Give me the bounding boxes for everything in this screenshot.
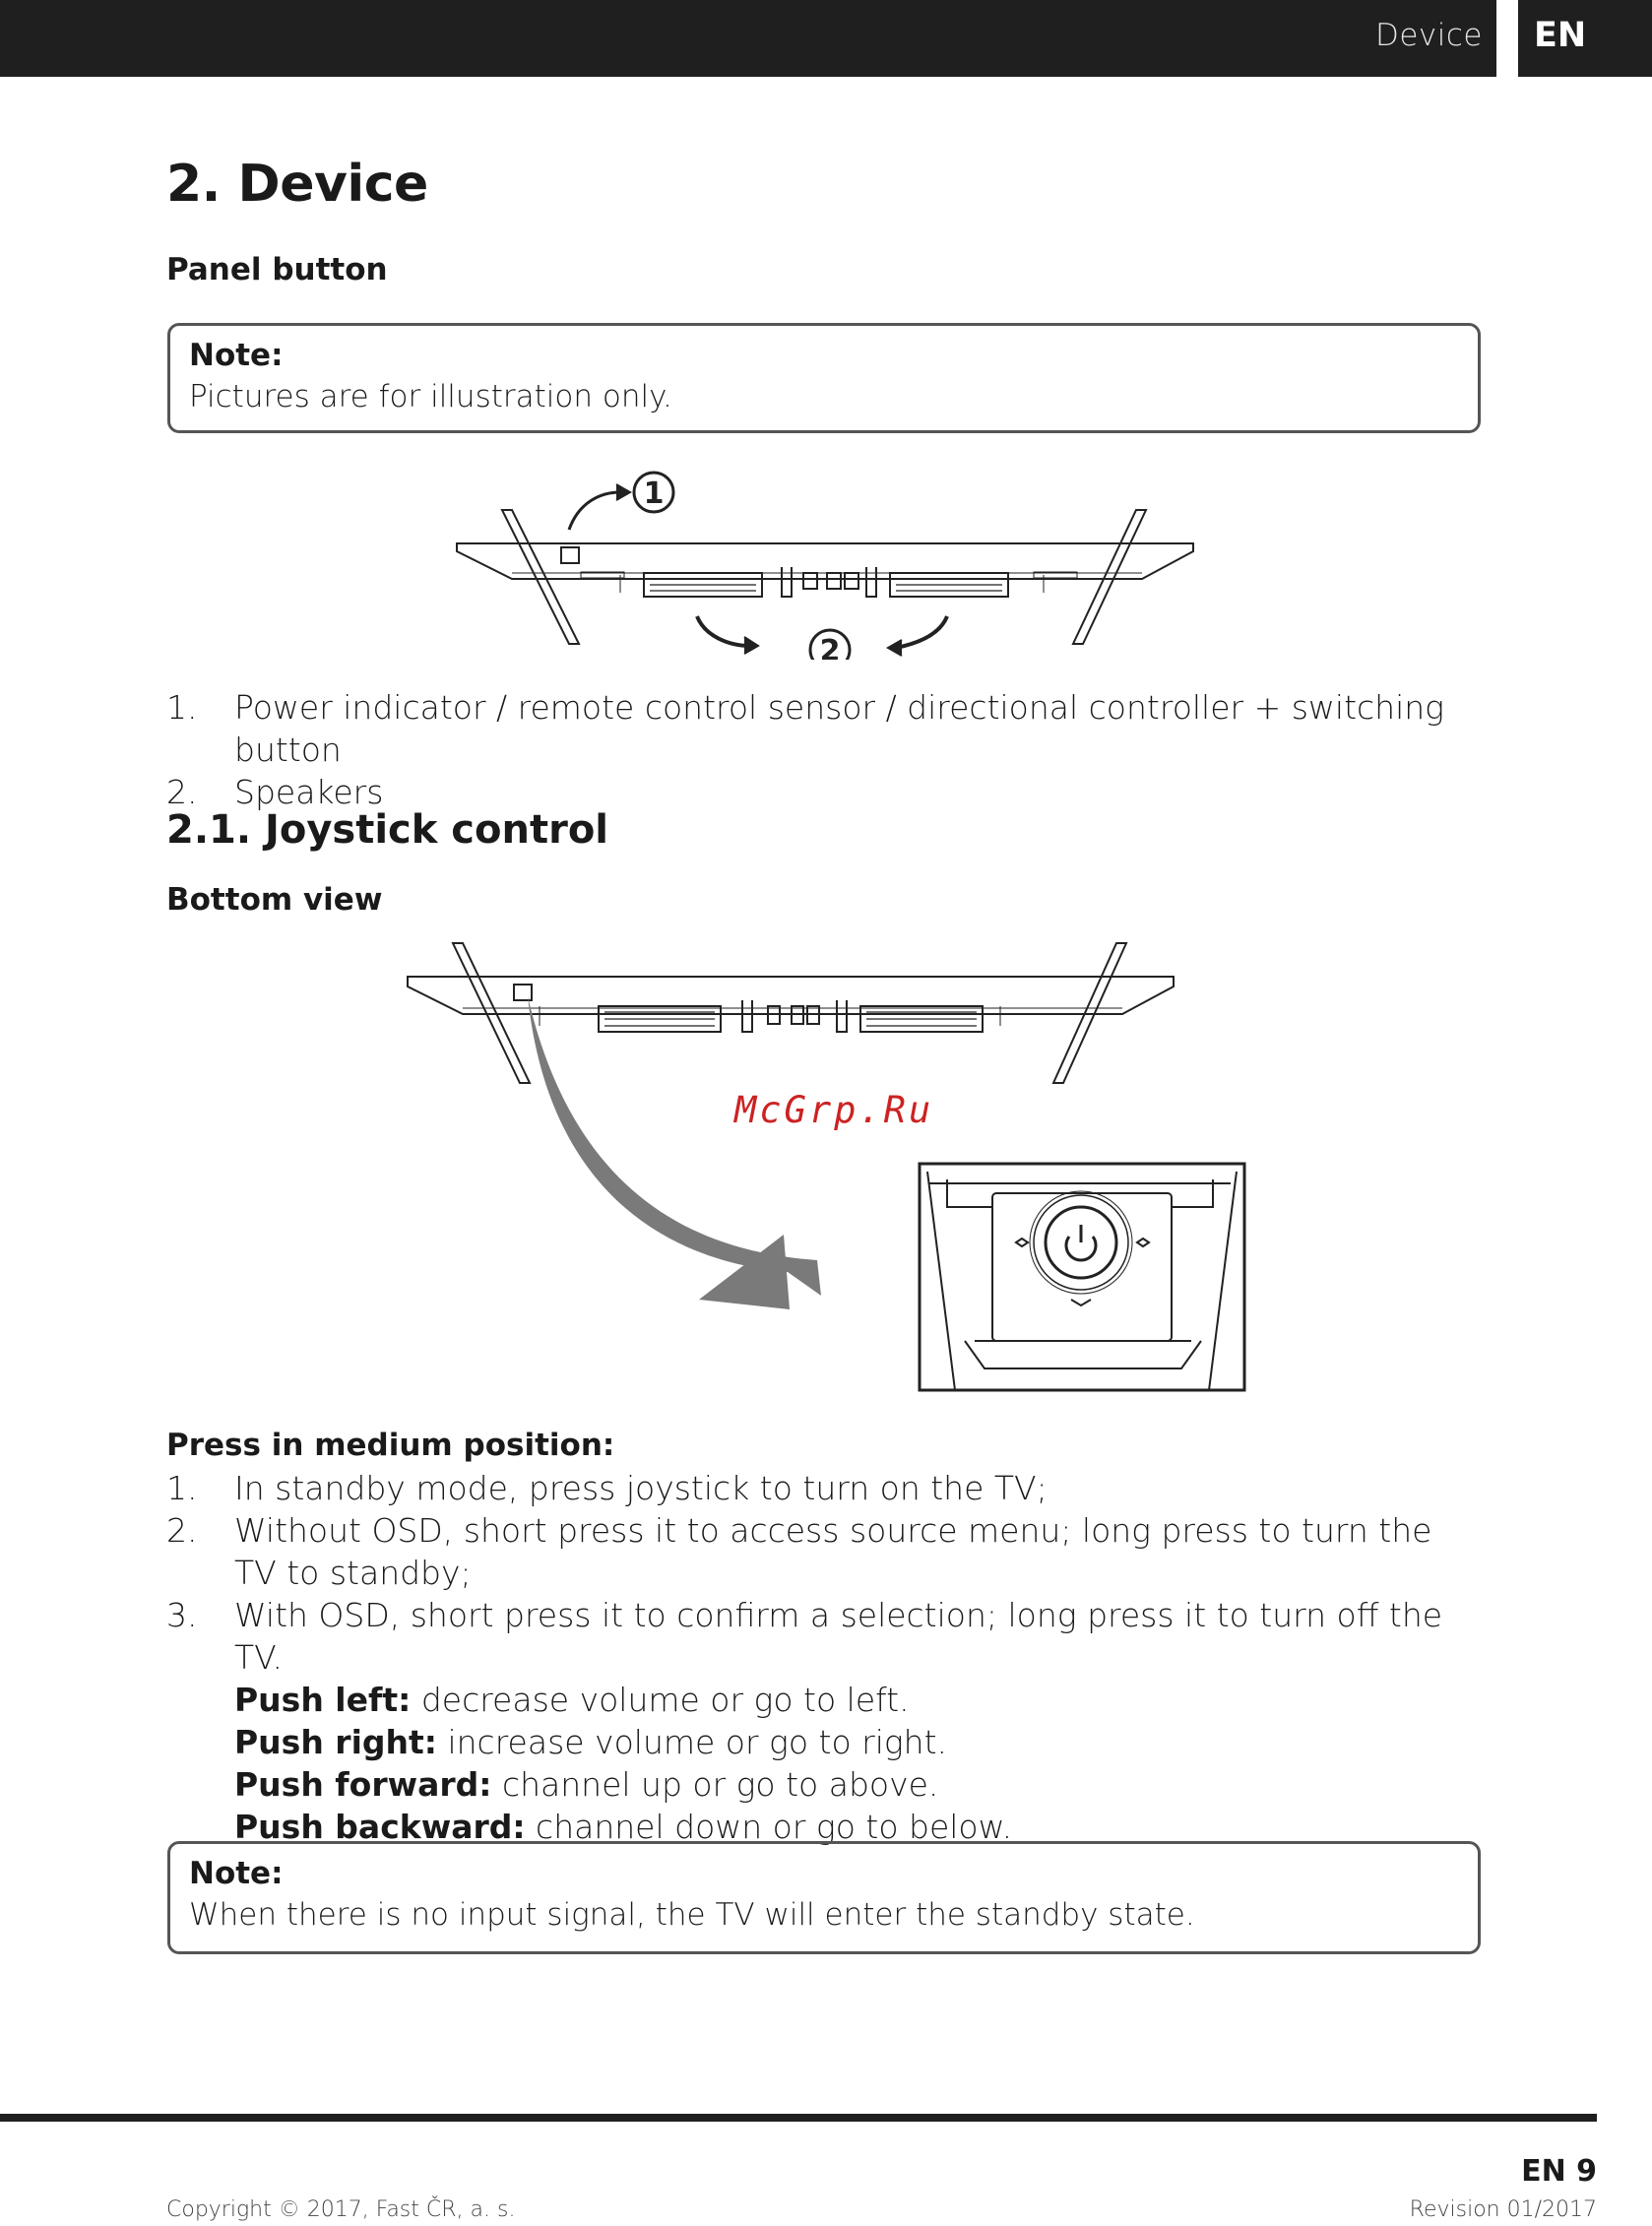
callout-1: 1 bbox=[643, 477, 665, 511]
page-title: 2. Device bbox=[166, 155, 428, 214]
panel-list bbox=[166, 686, 1486, 813]
revision: Revision 01/2017 bbox=[1409, 2197, 1597, 2222]
list-text: Speakers bbox=[234, 773, 384, 811]
list-item bbox=[166, 1594, 1486, 1679]
press-list bbox=[166, 1467, 1486, 1848]
push-label: Push left: bbox=[234, 1681, 412, 1719]
joystick-heading: 2.1. Joystick control bbox=[166, 807, 609, 853]
press-heading: Press in medium position: bbox=[166, 1428, 615, 1463]
tv-bottom-illustration bbox=[453, 463, 1201, 660]
footer-rule bbox=[0, 2114, 1597, 2122]
list-item bbox=[166, 1509, 1486, 1594]
note-title: Note: bbox=[189, 1856, 284, 1891]
copyright: Copyright © 2017, Fast ČR, a. s. bbox=[166, 2197, 516, 2222]
language-badge bbox=[1518, 0, 1652, 77]
list-text: Power indicator / remote control sensor / directional controller + switching button bbox=[234, 688, 1444, 769]
note-body: Pictures are for illustration only. bbox=[189, 379, 672, 414]
section-label: Device bbox=[1374, 18, 1483, 53]
bottom-view-heading: Bottom view bbox=[166, 882, 383, 918]
push-text: decrease volume or go to left. bbox=[411, 1681, 910, 1719]
joystick-illustration bbox=[404, 935, 1250, 1398]
panel-button-heading: Panel button bbox=[166, 252, 388, 287]
push-text: increase volume or go to right. bbox=[436, 1723, 948, 1761]
callout-2: 2 bbox=[819, 634, 841, 660]
watermark-text: McGrp.Ru bbox=[734, 1089, 934, 1131]
note-title: Note: bbox=[189, 338, 284, 373]
push-item bbox=[166, 1679, 1486, 1721]
list-item bbox=[166, 1467, 1486, 1509]
list-number: 2. bbox=[166, 1511, 198, 1550]
push-text: channel up or go to above. bbox=[491, 1765, 939, 1804]
list-number: 2. bbox=[166, 773, 198, 811]
note-box-1 bbox=[167, 323, 1481, 433]
list-text: In standby mode, press joystick to turn on the TV; bbox=[234, 1469, 1048, 1507]
list-number: 3. bbox=[166, 1596, 198, 1634]
list-number: 1. bbox=[166, 688, 198, 727]
push-label: Push forward: bbox=[234, 1765, 492, 1804]
push-item bbox=[166, 1763, 1486, 1806]
list-item bbox=[166, 686, 1486, 771]
list-number: 1. bbox=[166, 1469, 198, 1507]
list-text: With OSD, short press it to confirm a selection; long press it to turn off the TV. bbox=[234, 1596, 1443, 1677]
push-label: Push backward: bbox=[234, 1808, 526, 1846]
note-box-2 bbox=[167, 1841, 1481, 1954]
push-text: channel down or go to below. bbox=[525, 1808, 1013, 1846]
push-label: Push right: bbox=[234, 1723, 437, 1761]
page-number: EN 9 bbox=[1521, 2154, 1597, 2189]
header-bar bbox=[0, 0, 1496, 77]
note-body: When there is no input signal, the TV will enter the standby state. bbox=[189, 1897, 1195, 1933]
list-text: Without OSD, short press it to access source menu; long press to turn the TV to standby; bbox=[234, 1511, 1432, 1592]
language-label: EN bbox=[1534, 16, 1587, 55]
push-item bbox=[166, 1721, 1486, 1763]
